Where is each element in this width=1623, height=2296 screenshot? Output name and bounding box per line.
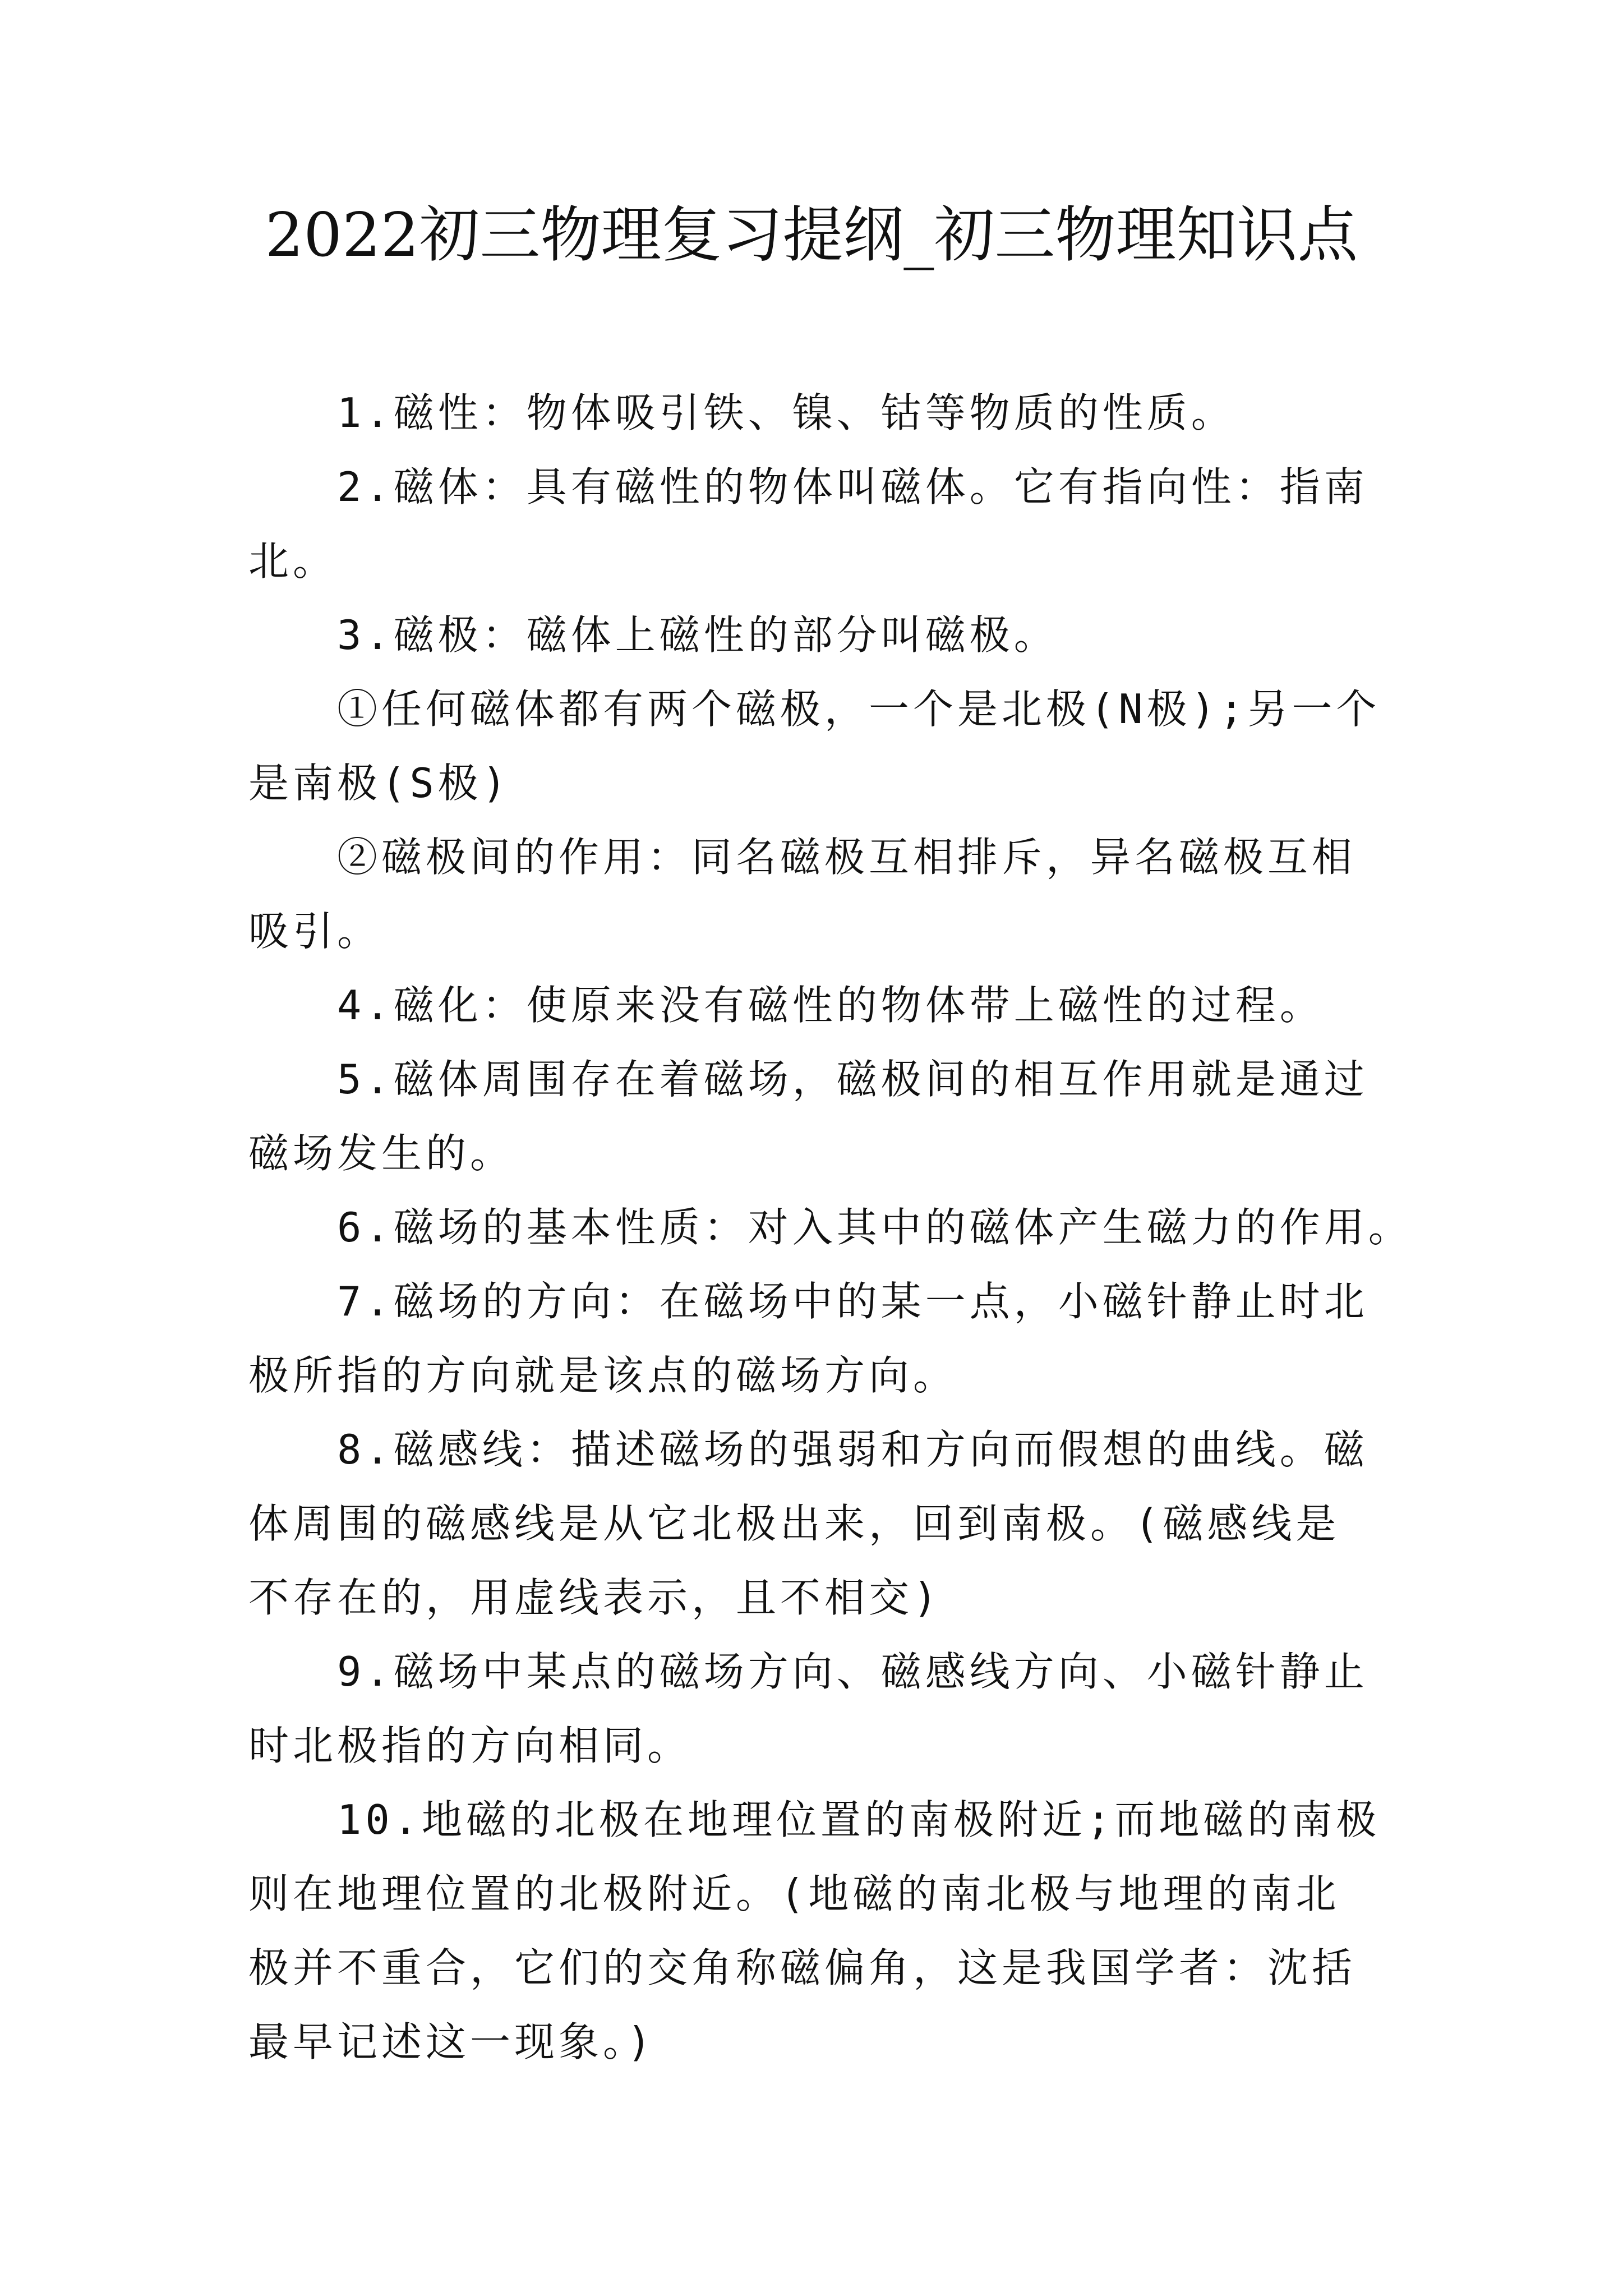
paragraph-2: 2.磁体：具有磁性的物体叫磁体。它有指向性：指南北。	[248, 463, 1368, 585]
paragraph-5: ②磁极间的作用：同名磁极互相排斥，异名磁极互相吸引。	[248, 834, 1357, 955]
paragraph-7: 5.磁体周围存在着磁场，磁极间的相互作用就是通过磁场发生的。	[248, 1056, 1368, 1177]
paragraph-8: 6.磁场的基本性质：对入其中的磁体产生磁力的作用。	[337, 1204, 1413, 1251]
paragraph-10: 8.磁感线：描述磁场的强弱和方向而假想的曲线。磁体周围的磁感线是从它北极出来，回到南极。(磁感线是不存在的，用虚线表示，且不相交)	[248, 1426, 1368, 1621]
paragraph-4: ①任何磁体都有两个磁极，一个是北极(N极);另一个是南极(S极)	[248, 685, 1381, 807]
paragraph-1: 1.磁性：物体吸引铁、镍、钴等物质的性质。	[337, 389, 1235, 436]
paragraph-3: 3.磁极：磁体上磁性的部分叫磁极。	[337, 611, 1058, 659]
paragraph-12: 10.地磁的北极在地理位置的南极附近;而地磁的南极则在地理位置的北极附近。(地磁的南北极与地理的南北极并不重合，它们的交角称磁偏角，这是我国学者：沈括最早记述这一现象。)	[248, 1796, 1381, 2065]
document-body	[248, 376, 1413, 2079]
document-title: 2022初三物理复习提纲_初三物理知识点	[265, 200, 1358, 270]
paragraph-9: 7.磁场的方向：在磁场中的某一点，小磁针静止时北极所指的方向就是该点的磁场方向。	[248, 1278, 1368, 1399]
paragraph-6: 4.磁化：使原来没有磁性的物体带上磁性的过程。	[337, 982, 1324, 1029]
paragraph-11: 9.磁场中某点的磁场方向、磁感线方向、小磁针静止时北极指的方向相同。	[248, 1648, 1368, 1769]
